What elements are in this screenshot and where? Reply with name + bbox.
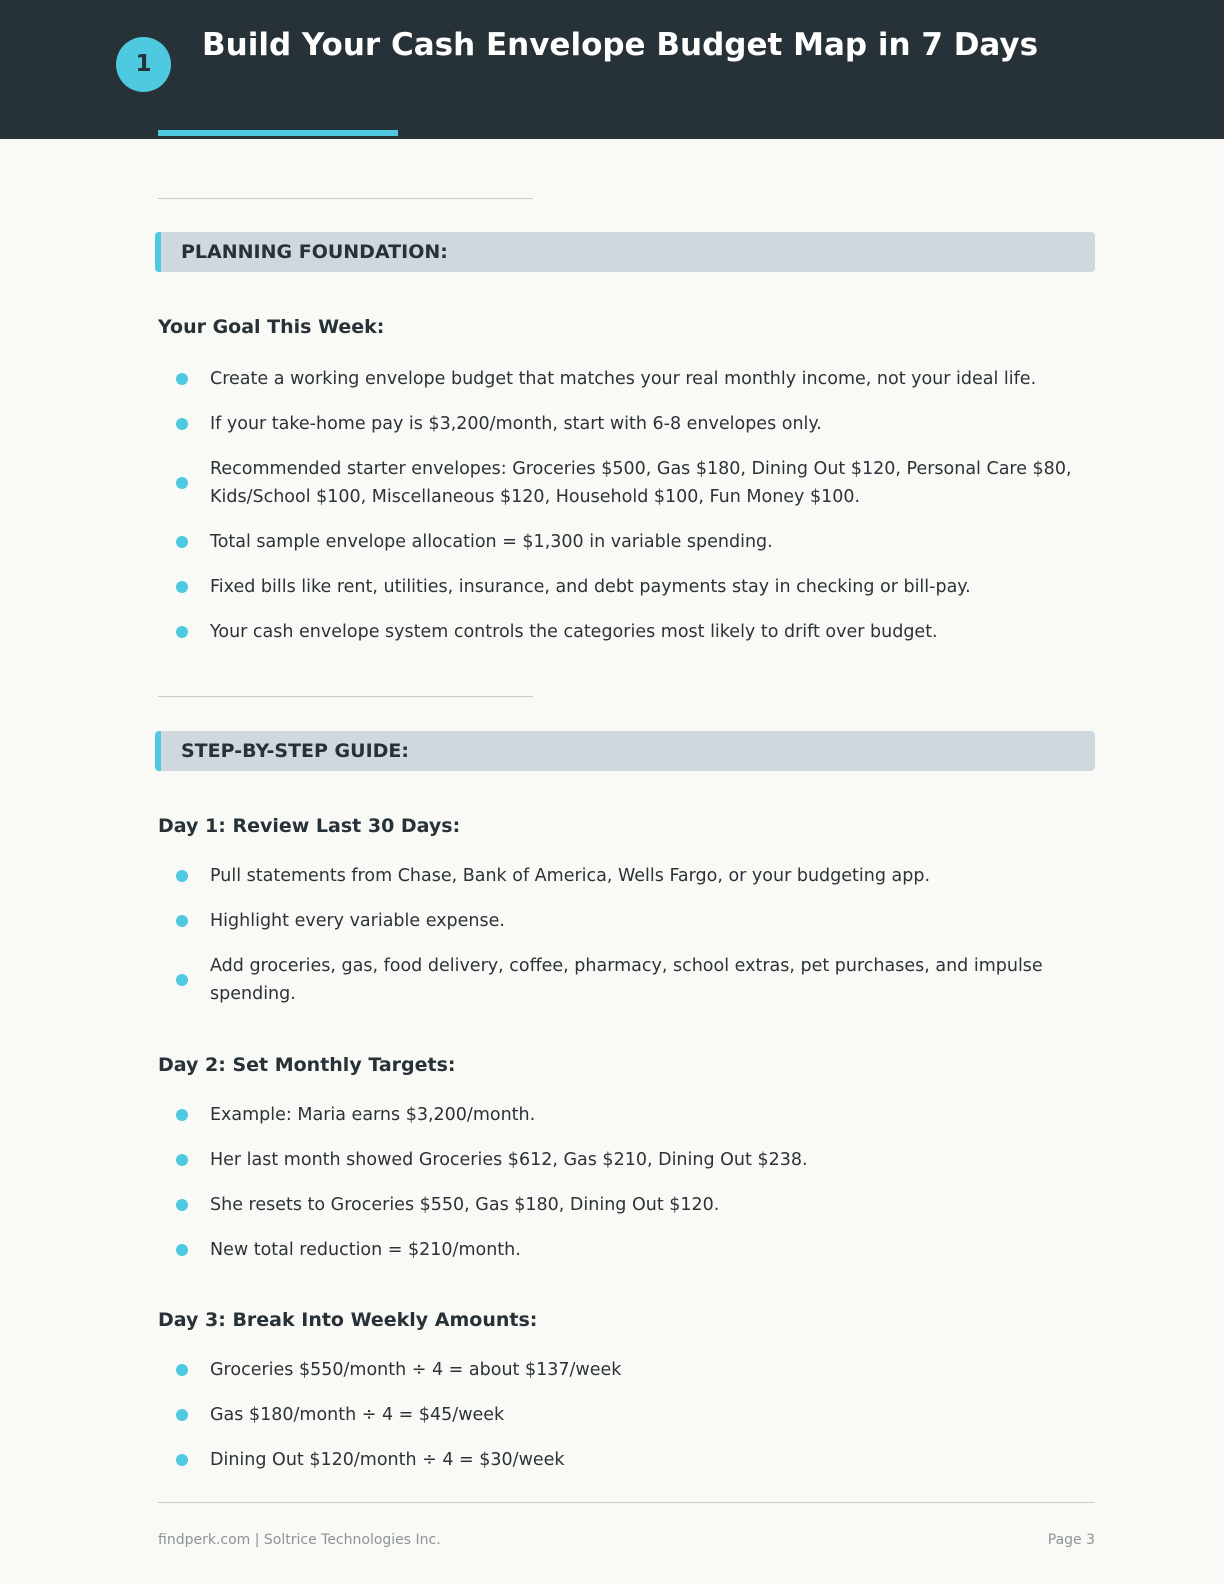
section-heading: STEP-BY-STEP GUIDE: bbox=[181, 740, 409, 762]
title-accent-bar bbox=[158, 130, 398, 136]
bullet-dot-icon bbox=[176, 373, 188, 385]
subheading-day-1: Day 1: Review Last 30 Days: bbox=[158, 815, 461, 837]
bullet-dot-icon bbox=[176, 1109, 188, 1121]
bullet-dot-icon bbox=[176, 974, 188, 986]
bullet-dot-icon bbox=[176, 477, 188, 489]
bullet-dot-icon bbox=[176, 1154, 188, 1166]
section-header-planning-foundation bbox=[155, 232, 1095, 272]
bullet-dot-icon bbox=[176, 870, 188, 882]
footer-source: findperk.com | Soltrice Technologies Inc. bbox=[158, 1532, 441, 1548]
bullet-dot-icon bbox=[176, 1409, 188, 1421]
subheading-day-3: Day 3: Break Into Weekly Amounts: bbox=[158, 1309, 538, 1331]
bullet-dot-icon bbox=[176, 581, 188, 593]
bullet-dot-icon bbox=[176, 536, 188, 548]
page-header bbox=[0, 0, 1224, 139]
section-divider bbox=[158, 198, 533, 199]
page-title: Build Your Cash Envelope Budget Map in 7 Days bbox=[202, 27, 1039, 63]
subheading-goal: Your Goal This Week: bbox=[158, 316, 385, 338]
bullet-dot-icon bbox=[176, 915, 188, 927]
bullet-dot-icon bbox=[176, 1364, 188, 1376]
chapter-number-badge: 1 bbox=[116, 37, 171, 92]
bullet-dot-icon bbox=[176, 626, 188, 638]
bullet-dot-icon bbox=[176, 1199, 188, 1211]
footer-divider bbox=[158, 1502, 1095, 1503]
subheading-day-2: Day 2: Set Monthly Targets: bbox=[158, 1054, 456, 1076]
section-divider bbox=[158, 696, 533, 697]
bullet-dot-icon bbox=[176, 1244, 188, 1256]
page-number: Page 3 bbox=[1047, 1532, 1095, 1548]
bullet-dot-icon bbox=[176, 1454, 188, 1466]
section-header-step-guide bbox=[155, 731, 1095, 771]
bullet-dot-icon bbox=[176, 418, 188, 430]
section-heading: PLANNING FOUNDATION: bbox=[181, 241, 448, 263]
